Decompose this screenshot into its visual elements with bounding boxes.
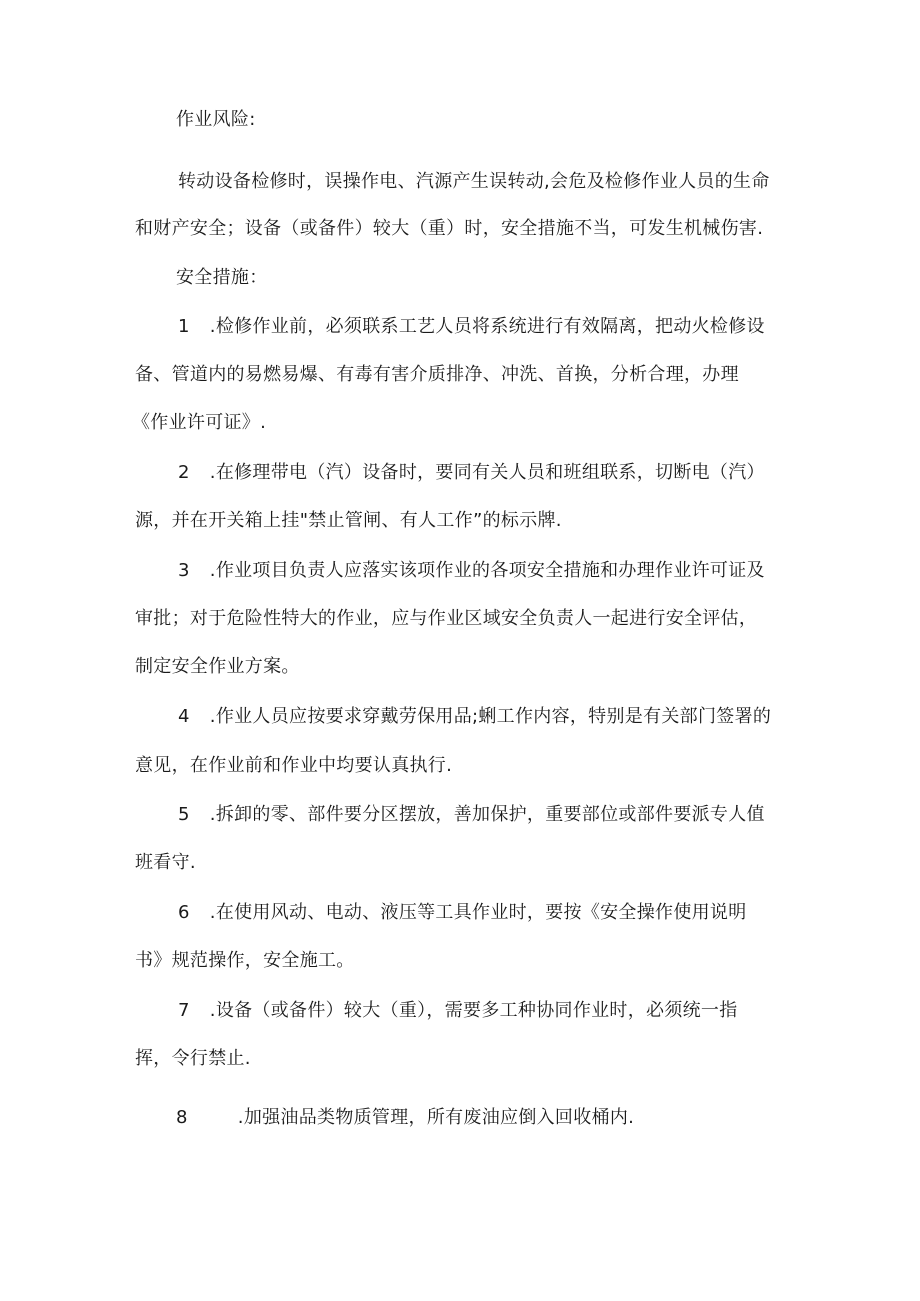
item-number: 4 [178, 706, 190, 727]
list-item [178, 559, 765, 583]
item-text-line: .检修作业前，必须联系工艺人员将系统进行有效隔离，把动火检修设 [209, 316, 765, 337]
list-item [178, 901, 747, 925]
item-number: 8 [176, 1107, 188, 1128]
item-text-line: 审批；对于危险性特大的作业，应与作业区域安全负责人一起进行安全评估， [135, 608, 758, 629]
list-item [178, 999, 738, 1023]
risk-text-line: 和财产安全；设备（或备件）较大（重）时，安全措施不当，可发生机械伤害. [135, 218, 764, 239]
item-text-line: 意见，在作业前和作业中均要认真执行. [135, 755, 453, 776]
item-text-line: 《作业许可证》. [132, 412, 267, 433]
item-text-line: .拆卸的零、部件要分区摆放，善加保护，重要部位或部件要派专人值 [209, 804, 765, 825]
item-text-line: .作业人员应按要求穿戴劳保用品;蜊工作内容，特别是有关部门签署的 [209, 706, 772, 727]
risk-text-line: 转动设备检修时，误操作电、汽源产生误转动,会危及检修作业人员的生命 [178, 171, 770, 192]
item-text-line: 备、管道内的易燃易爆、有毒有害介质排净、冲洗、首换，分析合理，办理 [135, 364, 739, 385]
item-text-line: 源，并在开关箱上挂"禁止管闸、有人工作”的标示牌. [135, 510, 562, 531]
item-number: 2 [178, 462, 190, 483]
list-item [178, 315, 765, 339]
item-text-line: 挥，令行禁止. [135, 1048, 251, 1069]
item-text-line: .在修理带电（汽）设备时，要同有关人员和班组联系，切断电（汽） [209, 462, 765, 483]
item-number: 6 [178, 902, 190, 923]
item-text-line: 班看守. [135, 852, 196, 873]
list-item [178, 461, 765, 485]
item-number: 3 [178, 560, 190, 581]
item-number: 1 [178, 316, 190, 337]
item-text-line: .加强油品类物质管理，所有废油应倒入回收桶内. [237, 1107, 635, 1128]
risk-heading: 作业风险: [176, 109, 256, 130]
item-text-line: .在使用风动、电动、液压等工具作业时，要按《安全操作使用说明 [209, 902, 747, 923]
list-item [178, 705, 771, 729]
item-number: 5 [178, 804, 190, 825]
measures-heading: 安全措施： [176, 267, 268, 288]
list-item [176, 1106, 634, 1130]
item-text-line: 制定安全作业方案。 [135, 656, 300, 677]
item-text-line: 书》规范操作，安全施工。 [135, 950, 355, 971]
item-text-line: .作业项目负责人应落实该项作业的各项安全措施和办理作业许可证及 [209, 560, 765, 581]
list-item [178, 803, 765, 827]
item-number: 7 [178, 1000, 190, 1021]
item-text-line: .设备（或备件）较大（重），需要多工种协同作业时，必须统一指 [209, 1000, 738, 1021]
